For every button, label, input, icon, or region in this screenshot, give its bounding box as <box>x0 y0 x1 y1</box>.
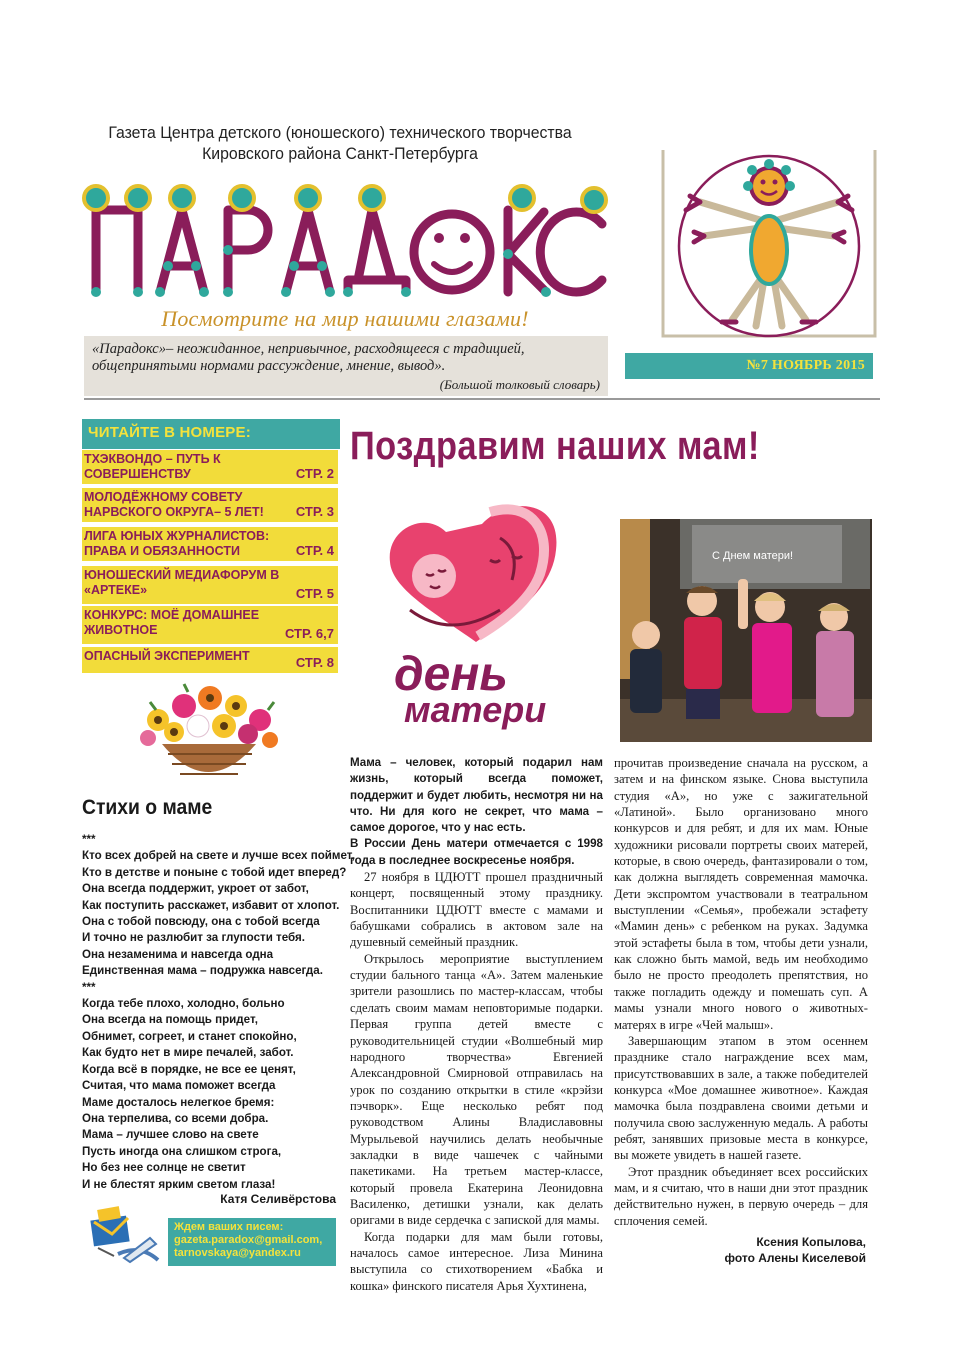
toc-item-title: ТХЭКВОНДО – ПУТЬ К СОВЕРШЕНСТВУ <box>84 452 221 481</box>
poem-line: Как будто нет в мире печалей, забот. <box>82 1046 294 1060</box>
svg-text:С Днем матери!: С Днем матери! <box>712 550 794 562</box>
poem-line: Маме досталось нелегкое бремя: <box>82 1095 275 1109</box>
poem-line: Единственная мама – подружка навсегда. <box>82 964 323 978</box>
toc-item-title: КОНКУРС: МОЁ ДОМАШНЕЕ ЖИВОТНОЕ <box>84 608 260 637</box>
poem-line: Считая, что мама поможет всегда <box>82 1079 276 1093</box>
article-lead: Мама – человек, который подарил нам жизнь, который всегда поможет, поддержит и будет любить, несмотря ни на что. Ни для кого не секрет, что мама – самое дорогое, что у нас есть. <box>350 756 603 835</box>
poem-author: Катя Селивёрстова <box>220 1192 336 1206</box>
article-paragraph: Открылось мероприятие выступлением студии бального танца «А». Затем маленькие зрители разошлись по мастер-классам, чтобы сделать своим мамам неповторимые подарки. Первая группа детей вместе с руководительницей студии «Волшебный мир народного творчества» Евгенией Александровной Смирновой отправилась на урок по созданию открытки в стиле «крэйзи пэчворк». Еще несколько ребят под руководством Алины Владиславовны Мурыльевой научились делать необычные закладки в виде чашечек с чайными пакетиками. На третьем мастер-классе, который провела Екатерина Леонидовна Василенко, детишки узнали, как делать оригами в виде сердечка с запиской для мамы. <box>350 951 603 1228</box>
article-paragraph: 27 ноября в ЦДЮТТ прошел праздничный концерт, посвященный этому празднику. Воспитанники ЦДЮТТ вместе с мамами и бабушками собрались в актовом зале на душевный семейный праздник. <box>350 870 603 950</box>
poem-line: Обнимет, согреет, и станет спокойно, <box>82 1029 297 1043</box>
toc-item-page: СТР. 3 <box>295 504 334 519</box>
article-lead-2: В России День матери отмечается с 1998 года в последнее воскресенье ноября. <box>350 837 603 867</box>
poem-line: Когда тебе плохо, холодно, больно <box>82 997 285 1011</box>
article-paragraph: прочитав произведение сначала на русском, а затем и на финском языке. Снова выступила студия «А», но уже с зажигательной «Латиной». Было организовано много конкурсов и для ребят, и для их мам. Юные художники рисовали портреты своих матерей, которые, в свою очередь, фантазировали о том, как должна выглядеть современная мамочка. Дети экспромтом участвовали в театральном выступлении «Семья», пробежали эстафету «Мамин день» с ребенком на руках. Задумка этой эстафеты была в том, чтобы дети узнали, как сложно быть мамой, ведь им необходимо было не просто преодолеть препятствия, но также погладить одежду и помешать суп. А мамы узнали много нового о животных-матерях в игре «Чей малыш». <box>614 756 868 1032</box>
article-paragraph: Этот праздник объединяет всех российских мам, и я считаю, что в наши дни этот праздник действительно нужен, в первую очередь – для сплочения семей. <box>614 1164 868 1228</box>
toc-item[interactable] <box>82 527 338 561</box>
poem-line: Но без нее солнце не светит <box>82 1161 246 1175</box>
definition-text: «Парадокс»– неожиданное, непривычное, расходящееся с традицией, общепринятыми нормами рассуждение, мнение, вывод». <box>92 341 525 374</box>
definition-box <box>84 336 608 396</box>
article-column-2 <box>614 755 868 1229</box>
article-signature <box>614 1234 866 1266</box>
article-paragraph: Завершающим этапом в этом осеннем празднике стало награждение всех мам, присутствовавших в зале, а также победителей конкурса «Мое домашнее животное». Каждая мамочка была поздравлена своими детьми и получила свою заслуженную медаль. А работы ребят, занявших призовые места в конкурсе, вы можете увидеть в нашей газете. <box>614 1033 868 1163</box>
mothers-day-logo <box>380 490 600 730</box>
issue-number: №7 НОЯБРЬ 2015 <box>746 358 865 373</box>
poem-line: Мама – лучшее слово на свете <box>82 1128 259 1142</box>
vitruvian-figure-icon <box>660 150 878 338</box>
toc-item-title: ОПАСНЫЙ ЭКСПЕРИМЕНТ <box>84 649 250 663</box>
poem-line: *** <box>82 980 96 994</box>
poem-line: *** <box>82 833 96 846</box>
poem-line: Кто всех добрей на свете и лучше всех поймет, <box>82 849 355 863</box>
toc-item[interactable] <box>82 450 338 484</box>
poem-line: Она незаменима и навсегда одна <box>82 947 274 961</box>
flower-basket-image <box>128 680 288 790</box>
children-photo <box>620 519 872 742</box>
toc-title: ЧИТАЙТЕ В НОМЕРЕ: <box>82 419 340 449</box>
poem-title: Стихи о маме <box>82 796 213 819</box>
masthead-line-1: Газета Центра детского (юношеского) технического творчества <box>108 123 572 142</box>
mail-label: Ждем ваших писем: <box>174 1221 284 1233</box>
toc-item[interactable] <box>82 488 338 522</box>
toc-item[interactable] <box>82 647 338 673</box>
masthead-subtitle <box>98 122 582 164</box>
poem-line: Пусть иногда она слишком строга, <box>82 1144 282 1158</box>
toc-item-title: ЮНОШЕСКИЙ МЕДИАФОРУМ В «АРТЕКЕ» <box>84 568 280 597</box>
article-headline: Поздравим наших мам! <box>350 424 760 468</box>
toc-item-page: СТР. 5 <box>295 586 334 601</box>
definition-source: (Большой толковый словарь) <box>439 377 600 392</box>
poem-text <box>82 832 355 1193</box>
svg-text:день: день <box>394 648 508 701</box>
poem-line: Она всегда поддержит, укроет от забот, <box>82 882 309 896</box>
toc-item-title: МОЛОДЁЖНОМУ СОВЕТУ НАРВСКОГО ОКРУГА– 5 ЛЕТ! <box>84 490 264 519</box>
poem-line: И точно не разлюбит за глупости тебя. <box>82 931 306 945</box>
paradox-logo <box>82 180 612 300</box>
issue-bar <box>625 353 873 379</box>
toc-item[interactable] <box>82 606 338 644</box>
toc-item-page: СТР. 6,7 <box>284 626 334 641</box>
poem-line: Как поступить расскажет, избавит от хлопот. <box>82 898 340 912</box>
poem-line: И не блестят ярким светом глаза! <box>82 1177 276 1191</box>
masthead-line-2: Кировского района Санкт-Петербурга <box>202 144 478 163</box>
header-divider <box>84 398 880 400</box>
poem-line: Она с тобой повсюду, она с тобой всегда <box>82 915 320 929</box>
poem-line: Она всегда на помощь придет, <box>82 1013 258 1027</box>
toc-item-title: ЛИГА ЮНЫХ ЖУРНАЛИСТОВ: ПРАВА И ОБЯЗАННОСТИ <box>84 529 270 558</box>
toc-item-page: СТР. 2 <box>295 466 334 481</box>
poem-line: Когда всё в порядке, не все ее ценят, <box>82 1062 296 1076</box>
toc-item-page: СТР. 4 <box>295 543 334 558</box>
tagline: Посмотрите на мир нашими глазами! <box>161 306 529 331</box>
photo-credit: фото Алены Киселевой <box>724 1251 866 1265</box>
email-link-1[interactable]: gazeta.paradox@gmail.com, <box>174 1234 323 1246</box>
article-column-1 <box>350 755 603 1294</box>
article-author: Ксения Копылова, <box>756 1235 866 1249</box>
poem-line: Кто в детстве и поныне с тобой идет вперед? <box>82 865 347 879</box>
article-paragraph: Когда подарки для мам были готовы, началось самое интересное. Лиза Минина выступила со стихотворением «Бабка и кошка» финского писателя Арья Хухтинена, <box>350 1229 603 1293</box>
mail-contact-box <box>168 1218 336 1266</box>
mail-icon <box>88 1204 162 1266</box>
toc-item[interactable] <box>82 566 338 604</box>
toc-item-page: СТР. 8 <box>295 655 334 670</box>
svg-text:матери: матери <box>404 689 547 730</box>
email-link-2[interactable]: tarnovskaya@yandex.ru <box>174 1247 301 1259</box>
poem-line: Она терпелива, со всеми добра. <box>82 1111 269 1125</box>
